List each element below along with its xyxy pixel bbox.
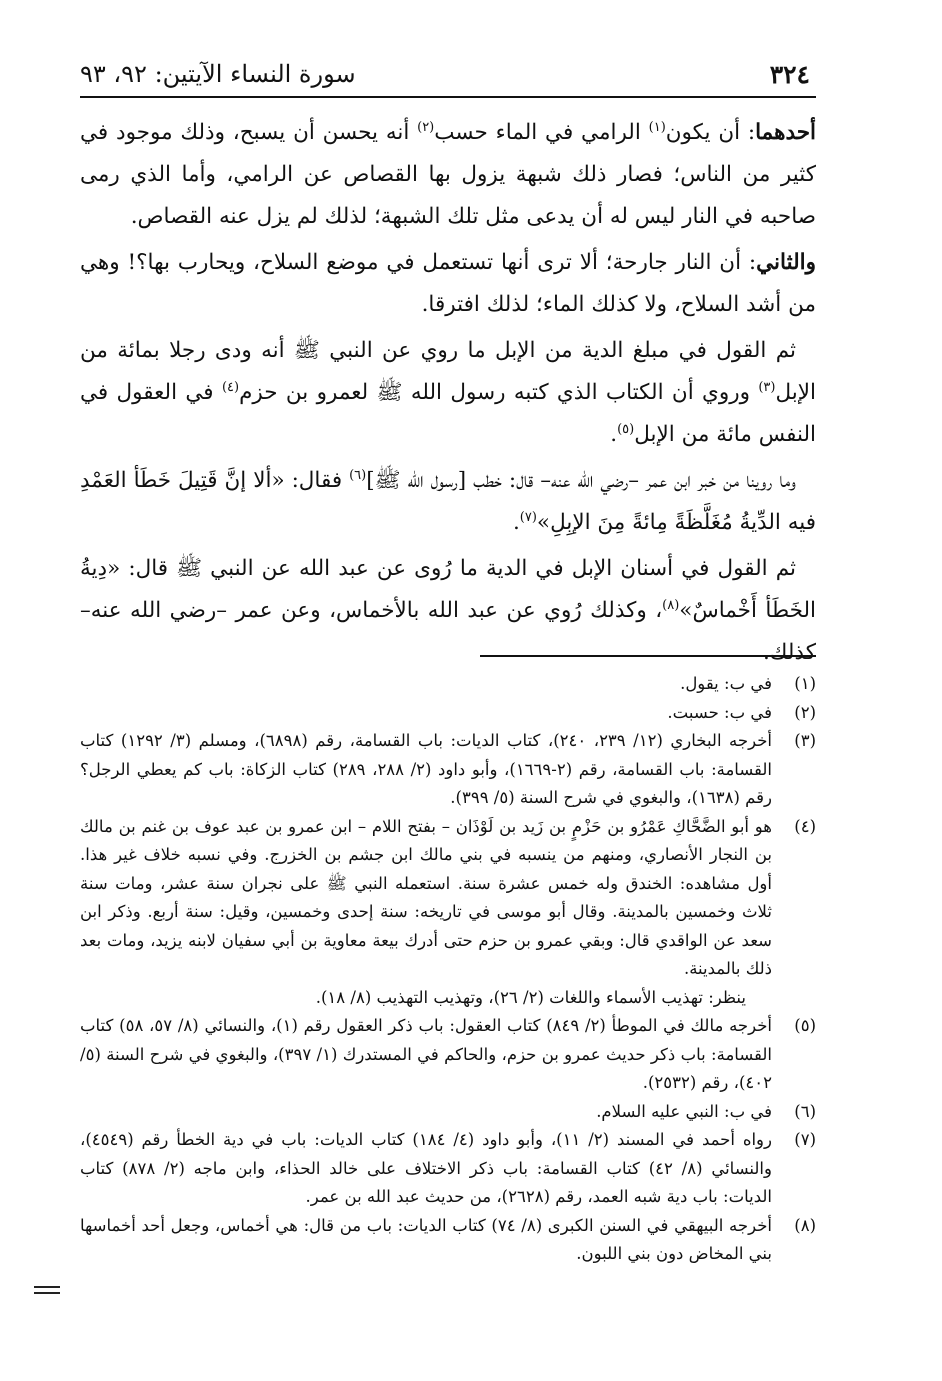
footnote-number: (١) [794, 674, 816, 693]
footnote-text: أخرجه البيهقي في السنن الكبرى (٨/ ٧٤) كتاب الديات: باب من قال: هي أخماس، وجعل أحد أخماسها بني المخاض دون بني اللبون. [80, 1215, 772, 1263]
page-header [80, 52, 816, 96]
footnote-text: هو أبو الضَّحَّاكِ عَمْرُو بن حَزْمٍ بن زَيد بن لَوْذَان – بفتح اللام – ابن عمرو بن عبد عوف بن غنم بن مالك بن النجار الأنصاري، ومنهم من ينسبه في بني مالك ابن جشم بن الخزرج. وفي نسبه خلاف غير هذا. أول مشاهده: الخندق وله خمس عشرة سنة. استعمله النبي ﷺ على نجران سنة عشر، ومات سنة ثلاث وخمسين بالمدينة. وقال أبو موسى في تاريخه: سنة إحدى وخمسين، وقيل: سنة أربع. وذكر ابن سعد عن الواقدي قال: وبقي عمرو بن حزم حتى أدرك بيعة معاوية بن أبي سفيان لابنه يزيد، ومات بعد ذلك بالمدينة. [80, 816, 772, 978]
paragraph-text: الرامي في الماء حسب [434, 120, 649, 145]
footnote-separator [480, 655, 816, 657]
paragraph-text: في العقول في النفس مائة من الإبل [80, 380, 816, 447]
footnote-marker: (٢) [417, 119, 435, 135]
paragraph-text: : أن يكون [665, 120, 756, 145]
footnote-marker: (٨) [662, 597, 680, 613]
footnote-marker: (٤) [221, 379, 240, 395]
footnote-number: (٦) [794, 1101, 816, 1121]
paragraph-text: أنه يحسن أن يسبح، وذلك موجود في كثير من الناس؛ فصار ذلك شبهة يزول بها القصاص عن الرامي، وأما الذي رمى صاحبه في النار ليس له أن يدعى مثل تلك الشبهة؛ لذلك لم يزل عنه القصاص. [80, 120, 816, 229]
footnote-number: (٤) [794, 816, 816, 836]
running-title: سورة النساء الآيتين: ٩٢، ٩٣ [80, 60, 356, 88]
footnote-marker: (٣) [758, 379, 776, 395]
footnote-number: (٢) [794, 702, 816, 722]
footnote-marker: (١) [648, 119, 666, 135]
paragraph-first-reason [80, 112, 816, 238]
footnote-item [80, 699, 816, 728]
footnote-text: في ب: النبي عليه السلام. [596, 1101, 772, 1121]
footnote-item [80, 1212, 816, 1269]
footnote-text: أخرجه مالك في الموطأ (٢/ ٨٤٩) كتاب العقول: باب ذكر العقول رقم (١)، والنسائي (٨/ ٥٧، ٥٨) كتاب القسامة: باب ذكر حديث عمرو بن حزم، والحاكم في المستدرك (١/ ٣٩٧)، والبغوي في شرح السنة (٥/ ٤٠٢)، رقم (٢٥٣٢). [80, 1016, 772, 1092]
paragraph-second-reason [80, 242, 816, 326]
paragraph-lead: والثاني [756, 250, 816, 275]
footnote-item [80, 1098, 816, 1127]
margin-mark-line [34, 1292, 60, 1294]
footnote-number: (٥) [794, 1016, 816, 1035]
footnote-marker: (٥) [617, 421, 635, 437]
paragraph-text: فقال: «ألا إنَّ قَتِيلَ خَطَأ العَمْدِ فيه الدِّيةُ مُغَلَّظَةً مِائةً مِنَ الإبِلِ» [80, 468, 816, 535]
paragraph-text: وروي أن الكتاب الذي كتبه رسول الله ﷺ لعمرو بن حزم [239, 380, 759, 405]
footnote-number: (٧) [794, 1130, 816, 1149]
paragraph-text: ثم القول في مبلغ الدية من الإبل ما روي عن النبي ﷺ أنه ودى رجلا بمائة من الإبل [80, 338, 816, 405]
footnote-text: في ب: يقول. [680, 674, 772, 693]
footnote-item [80, 1012, 816, 1098]
paragraph-ibn-umar-report [80, 460, 816, 544]
footnote-reference-line [80, 984, 816, 1013]
footnote-text: في ب: حسبت. [667, 702, 772, 722]
paragraph-lead: أحدهما [755, 120, 816, 145]
margin-mark [34, 1286, 60, 1294]
page-number: ٣٢٤ [769, 60, 810, 89]
footnote-number: (٨) [794, 1215, 816, 1235]
footnote-item [80, 670, 816, 699]
footnotes [80, 670, 816, 1269]
footnote-marker: (٧) [519, 509, 537, 525]
footnote-text: أخرجه البخاري (١٢/ ٢٣٩، ٢٤٠)، كتاب الديات: باب القسامة، رقم (٦٨٩٨)، ومسلم (٣/ ١٢٩٢) كتاب القسامة: باب القسامة، رقم (٢-١٦٦٩)، وأبو داود (٢/ ٢٨٨، ٢٨٩) كتاب الزكاة: باب كم يعطي الرجل؟ رقم (١٦٣٨)، والبغوي في شرح السنة (٥/ ٣٩٩). [80, 731, 773, 807]
footnote-text: ينظر: تهذيب الأسماء واللغات (٢/ ٢٦)، وتهذيب التهذيب (٨/ ١٨). [315, 987, 746, 1007]
paragraph-diya-amount [80, 330, 816, 456]
footnote-item [80, 813, 816, 984]
footnote-number: (٣) [794, 731, 816, 750]
footnote-item [80, 1126, 816, 1212]
paragraph-text: . [610, 422, 618, 447]
paragraph-text: وما روينا من خبر ابن عمر –رضي الله عنه– قال: خطب [رسول الله ﷺ] [366, 468, 796, 493]
paragraph-text: ثم القول في أسنان الإبل في الدية ما رُوى عن عبد الله عن النبي ﷺ قال: «دِيةُ الخَطَأ أَخْماسٌ» [80, 556, 816, 623]
paragraph-text: . [512, 510, 520, 535]
header-rule [80, 96, 816, 98]
paragraph-text: ، وكذلك رُوي عن عبد الله بالأخماس، وعن عمر –رضي الله عنه– كذلك. [80, 598, 816, 665]
footnote-marker: (٦) [349, 467, 367, 483]
margin-mark-line [34, 1286, 60, 1288]
main-text [80, 112, 816, 678]
footnote-text: رواه أحمد في المسند (٢/ ١١)، وأبو داود (٤/ ١٨٤) كتاب الديات: باب في دية الخطأ رقم (٤٥٤٩)، والنسائي (٨/ ٤٢) كتاب القسامة: باب ذكر الاختلاف على خالد الحذاء، وابن ماجه (٢/ ٨٧٨) كتاب الديات: باب دية شبه العمد، رقم (٢٦٢٨)، من حديث عبد الله بن عمر. [80, 1130, 772, 1206]
footnote-item [80, 727, 816, 813]
paragraph-text: : أن النار جارحة؛ ألا ترى أنها تستعمل في موضع السلاح، ويحارب بها؟! وهي من أشد السلاح، ولا كذلك الماء؛ لذلك افترقا. [80, 250, 816, 317]
